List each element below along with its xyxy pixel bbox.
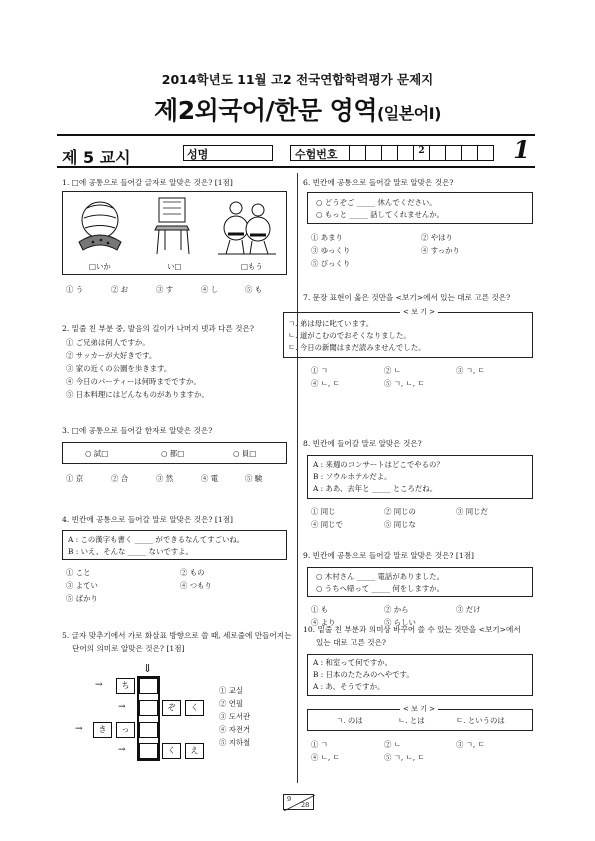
q3-choice-4[interactable]: ④ 電: [201, 474, 219, 483]
q5-cell: ぞ: [162, 700, 181, 716]
q3-choice-2[interactable]: ② 合: [111, 474, 129, 483]
id-digit-fixed: 2: [414, 145, 430, 161]
q7-choice-5[interactable]: ⑤ ㄱ, ㄴ, ㄷ: [384, 379, 425, 388]
q9-line-1: ○ 木村さん _____ 電話がありました。: [316, 572, 445, 581]
q9-stem: 9. 빈칸에 공통으로 들어갈 말로 알맞은 것은? [1점]: [303, 551, 475, 560]
q7-bogi-label: < 보 기 >: [400, 307, 438, 317]
q5-stem-2: 단어의 의미로 알맞은 것은? [1점]: [72, 644, 185, 653]
q3-word-2: ○ 都□: [161, 449, 185, 458]
q5-cell: く: [185, 700, 204, 716]
q9-choice-5[interactable]: ⑤ らしい: [384, 618, 416, 627]
subject-title: [0, 91, 595, 127]
q3-choice-5[interactable]: ⑤ 験: [245, 474, 263, 483]
id-digits[interactable]: [350, 145, 494, 161]
sumo-icon: [216, 196, 278, 256]
q5-answer-column: [137, 676, 160, 761]
q4-choice-3[interactable]: ③ よてい: [66, 581, 98, 590]
q8-dialog-1: A : 来週のコンサートはどこでやるの？: [313, 460, 444, 469]
header-rule-top: [57, 134, 535, 136]
q4-choice-4[interactable]: ④ つもり: [180, 581, 212, 590]
q6-box: [307, 192, 533, 224]
page-number: 1: [513, 135, 530, 164]
q1-caption-2: い□: [167, 262, 182, 271]
q10-stem-2: 있는 대로 고른 것은?: [316, 638, 386, 647]
q4-stem: 4. 빈칸에 공통으로 들어갈 말로 알맞은 것은? [1점]: [62, 515, 234, 524]
chair-icon: [151, 196, 195, 256]
watermelon-icon: [73, 198, 127, 254]
q5-option-3[interactable]: ③ 도서관: [219, 712, 251, 721]
q10-choice-1[interactable]: ① ㄱ: [311, 740, 328, 749]
q5-option-1[interactable]: ① 교실: [219, 686, 244, 695]
q9-line-2: ○ うちへ帰って _____ 何をしますか。: [316, 584, 445, 593]
q10-dialog-2: B : 日本のたたみのへやです。: [313, 670, 414, 679]
q10-choice-3[interactable]: ③ ㄱ, ㄷ: [456, 740, 485, 749]
right-arrow-icon: →: [95, 680, 103, 690]
q4-choice-1[interactable]: ① こと: [66, 568, 91, 577]
q7-choice-2[interactable]: ② ㄴ: [384, 366, 401, 375]
right-arrow-icon: →: [118, 745, 126, 755]
q9-choice-2[interactable]: ② から: [384, 605, 409, 614]
q8-dialog-3: A : ああ、去年と _____ ところだね。: [313, 484, 438, 493]
q8-dialog-2: B : ソウルホテルだよ。: [313, 472, 392, 481]
q10-bogi-item-2: ㄴ. とは: [398, 716, 425, 725]
q1-choice-5[interactable]: ⑤ も: [245, 285, 263, 294]
q6-stem: 6. 빈칸에 공통으로 들어갈 말로 알맞은 것은?: [303, 178, 454, 187]
q6-choice-2[interactable]: ② やはり: [421, 233, 453, 242]
q2-item-1[interactable]: ① ご兄弟は何人ですか。: [66, 338, 150, 347]
q7-item-2: ㄴ. 道がこむのでおそくなりました。: [288, 331, 411, 340]
q5-option-2[interactable]: ② 연필: [219, 699, 244, 708]
q8-dialog-box: [307, 455, 533, 499]
name-label: 성명: [187, 148, 209, 161]
column-divider: [297, 173, 298, 783]
q6-choice-3[interactable]: ③ ゆっくり: [311, 246, 351, 255]
q8-stem: 8. 빈칸에 들어갈 말로 알맞은 것은?: [303, 439, 422, 448]
down-arrow-icon: ⇓: [143, 662, 153, 675]
q7-item-1: ㄱ. 弟は母に叱ています。: [288, 319, 374, 328]
q5-stem-1: 5. 글자 맞추기에서 가로 화살표 방향으로 쓸 때, 세로줄에 만들어지는: [62, 631, 292, 640]
q4-dialog-2: B : いえ、そんな _____ ないですよ。: [68, 547, 193, 556]
q10-bogi-label: < 보 기 >: [400, 704, 438, 714]
q7-item-3: ㄷ. 今日の新聞はまだ読みませんでした。: [288, 343, 426, 352]
q5-cell: く: [162, 743, 181, 759]
q1-stem: 1. □에 공통으로 들어갈 글자로 알맞은 것은? [1점]: [62, 178, 233, 187]
q10-choice-4[interactable]: ④ ㄴ, ㄷ: [311, 753, 340, 762]
q9-choice-3[interactable]: ③ だけ: [456, 605, 481, 614]
q10-dialog-1: A : 和室って何ですか。: [313, 658, 393, 667]
q8-choice-5[interactable]: ⑤ 同じな: [384, 520, 416, 529]
q3-box: [62, 442, 287, 464]
q6-choice-5[interactable]: ⑤ びっくり: [311, 259, 351, 268]
q1-choice-4[interactable]: ④ し: [201, 285, 219, 294]
q6-line-2: ○ もっと _____ 話してくれませんか。: [316, 210, 445, 219]
q1-caption-1: □いか: [89, 262, 111, 271]
q4-choice-2[interactable]: ② もの: [180, 568, 205, 577]
q10-dialog-3: A : あ、そうですか。: [313, 682, 385, 691]
q5-cell: え: [185, 743, 204, 759]
q7-choice-1[interactable]: ① ㄱ: [311, 366, 328, 375]
q3-word-3: ○ 員□: [233, 449, 257, 458]
q3-choice-1[interactable]: ① 京: [66, 474, 84, 483]
q7-choice-4[interactable]: ④ ㄴ, ㄷ: [311, 379, 340, 388]
q6-choice-4[interactable]: ④ すっかり: [421, 246, 460, 255]
q10-bogi-item-1: ㄱ. のは: [336, 716, 363, 725]
q8-choice-3[interactable]: ③ 同じだ: [456, 507, 488, 516]
q1-caption-3: □もう: [241, 262, 263, 271]
q5-cell: ち: [116, 678, 135, 694]
q8-choice-4[interactable]: ④ 同じで: [311, 520, 343, 529]
q5-cell: き: [93, 722, 112, 738]
q3-word-1: ○ 試□: [85, 449, 109, 458]
period-label: 제 5 교시: [62, 148, 131, 167]
q3-choice-3[interactable]: ③ 然: [156, 474, 174, 483]
q2-item-4[interactable]: ④ 今日のパーティーは何時までですか。: [66, 377, 201, 386]
right-arrow-icon: →: [75, 724, 83, 734]
q2-item-2[interactable]: ② サッカーが大好きです。: [66, 351, 157, 360]
q7-choice-3[interactable]: ③ ㄱ, ㄷ: [456, 366, 485, 375]
q5-option-4[interactable]: ④ 자전거: [219, 725, 251, 734]
q10-dialog-box: [307, 654, 533, 696]
q10-stem-1: 10. 밑줄 친 부분과 의미상 바꾸어 쓸 수 있는 것만을 <보기>에서: [303, 625, 521, 634]
id-label: 수험번호: [295, 148, 338, 161]
q1-choice-2[interactable]: ② お: [111, 285, 129, 294]
q8-choice-1[interactable]: ① 同じ: [311, 507, 336, 516]
q5-cell: っ: [116, 722, 135, 738]
q4-dialog-1: A : この漢字も書く _____ ができるなんてすごいね。: [68, 535, 245, 544]
q4-choice-5[interactable]: ⑤ ばかり: [66, 594, 98, 603]
page-footer: [283, 794, 314, 810]
q2-item-3[interactable]: ③ 家の近くの公園を歩きます。: [66, 364, 172, 373]
q1-choice-3[interactable]: ③ す: [156, 285, 174, 294]
header-rule-bottom: [57, 166, 535, 168]
exam-title: 2014학년도 11월 고2 전국연합학력평가 문제지: [161, 72, 434, 87]
q1-picture-box: [62, 191, 287, 275]
q3-stem: 3. □에 공통으로 들어갈 한자로 알맞은 것은?: [62, 426, 213, 435]
subject-sub: (일본어Ⅰ): [376, 104, 441, 123]
q10-choice-5[interactable]: ⑤ ㄱ, ㄴ, ㄷ: [384, 753, 425, 762]
q9-choice-1[interactable]: ① も: [311, 605, 329, 614]
q10-bogi-item-3: ㄷ. というのは: [456, 716, 505, 725]
q1-choice-1[interactable]: ① う: [66, 285, 84, 294]
q9-choice-4[interactable]: ④ より: [311, 618, 336, 627]
q6-line-1: ○ どうぞご _____ 休んでください。: [316, 198, 437, 207]
right-arrow-icon: →: [118, 702, 126, 712]
q2-item-5[interactable]: ⑤ 日本料理にはどんなものがありますか。: [66, 390, 209, 399]
q6-choice-1[interactable]: ① あまり: [311, 233, 343, 242]
q9-box: [307, 567, 533, 597]
subject-main: 제2외국어/한문 영역: [154, 96, 377, 125]
q5-option-5[interactable]: ⑤ 지하철: [219, 738, 251, 747]
q7-stem: 7. 문장 표현이 옳은 것만을 <보기>에서 있는 대로 고른 것은?: [303, 293, 511, 302]
footer-total: 28: [301, 801, 310, 809]
footer-page: 9: [287, 795, 292, 803]
q10-choice-2[interactable]: ② ㄴ: [384, 740, 401, 749]
q2-stem: 2. 밑줄 친 부분 중, 발음의 길이가 나머지 넷과 다른 것은?: [62, 324, 254, 333]
q4-dialog-box: [62, 530, 287, 560]
q8-choice-2[interactable]: ② 同じの: [384, 507, 416, 516]
